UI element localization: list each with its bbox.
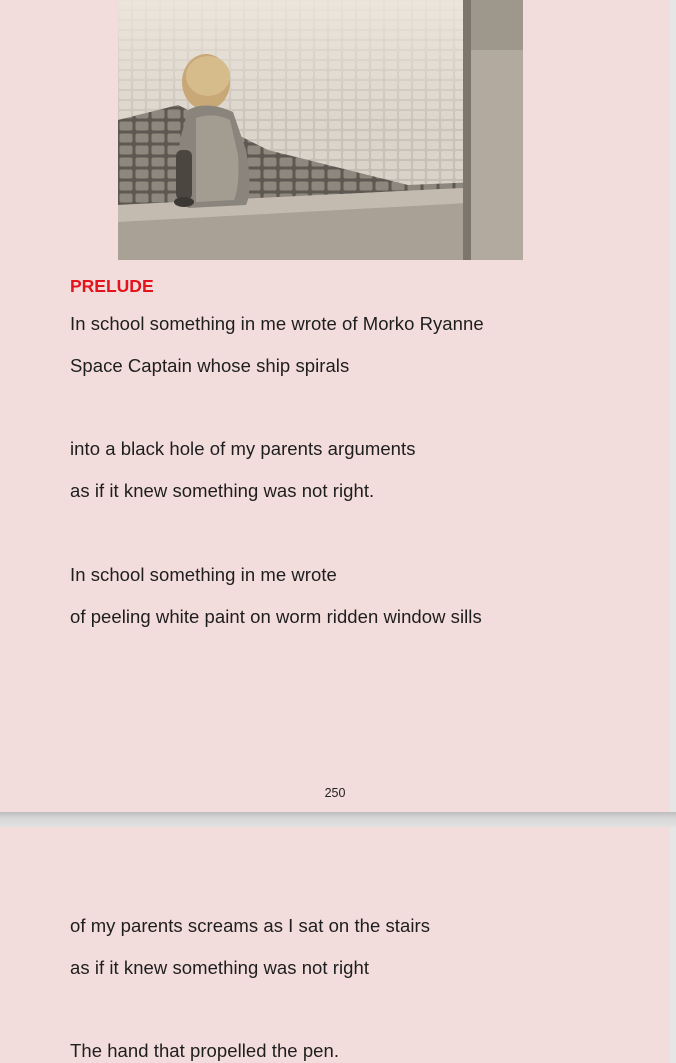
poem-line: The hand that propelled the pen. (70, 1040, 340, 1061)
page-number: 250 (324, 786, 346, 800)
page-251 (0, 827, 670, 1063)
photo-boy-sitting (118, 0, 523, 260)
poem-line: In school something in me wrote (70, 564, 337, 585)
poem-line: as if it knew something was not right (70, 957, 370, 978)
photo-illustration (118, 0, 523, 260)
page-separator (0, 812, 676, 827)
poem-line: of peeling white paint on worm ridden window sills (70, 606, 482, 627)
poem-line: of my parents screams as I sat on the stairs (70, 915, 431, 936)
poem-line: into a black hole of my parents arguments (70, 438, 416, 459)
viewer-edge (670, 0, 676, 1063)
poem-line: as if it knew something was not right. (70, 480, 375, 501)
poem-line: Space Captain whose ship spirals (70, 355, 350, 376)
poem-title: PRELUDE (70, 276, 154, 296)
poem-line: In school something in me wrote of Morko Ryanne (70, 313, 484, 334)
